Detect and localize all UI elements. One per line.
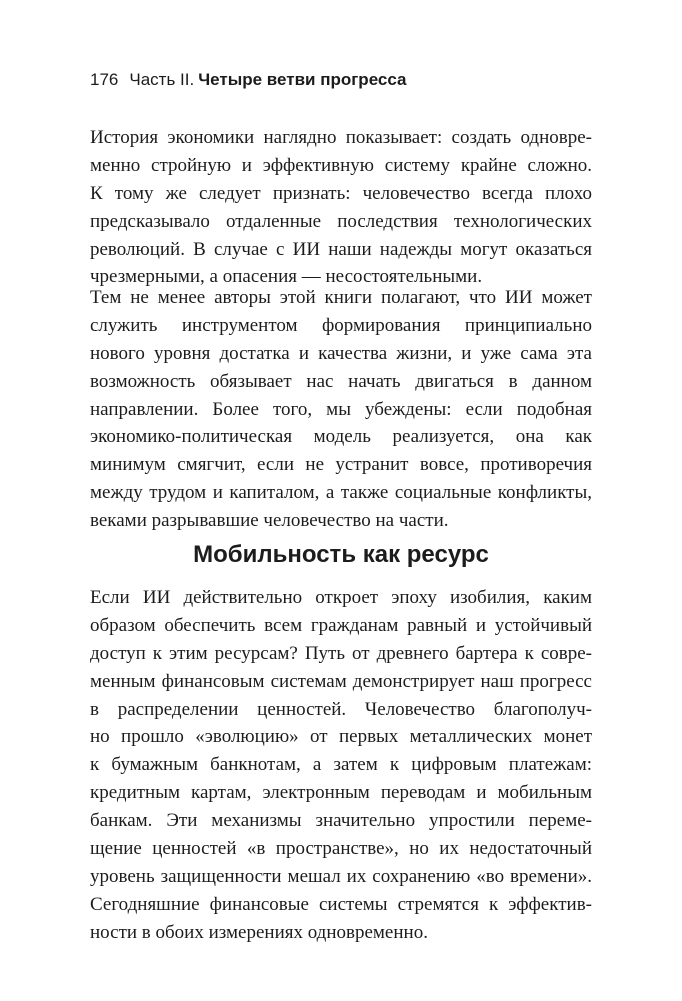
- text-line: но прошло «эволюцию» от первых металлических монет: [90, 726, 592, 748]
- part-label: Часть II.: [129, 70, 195, 89]
- text-line: менно стройную и эффективную систему крайне сложно.: [90, 154, 592, 176]
- text-line: чрезмерными, а опасения — несостоятельными.: [90, 266, 483, 288]
- text-line: Сегодняшние финансовые системы стремятся к эффектив-: [90, 893, 592, 915]
- text-line: К тому же следует признать: человечество всегда плохо: [90, 182, 592, 204]
- text-line: кредитным картам, электронным переводам и мобильным: [90, 782, 592, 804]
- part-title: Четыре ветви прогресса: [198, 70, 407, 89]
- text-line: между трудом и капиталом, а также социальные конфликты,: [90, 482, 592, 504]
- text-line: возможность обязывает нас начать двигаться в данном: [90, 370, 592, 392]
- text-line: менным финансовым системам демонстрирует наш прогресс: [90, 670, 592, 692]
- text-line: Если ИИ действительно откроет эпоху изобилия, каким: [90, 587, 592, 608]
- text-line: нового уровня достатка и качества жизни, и уже сама эта: [90, 342, 592, 364]
- text-line: предсказывало отдаленные последствия технологических: [90, 210, 592, 232]
- section-paragraph-1: [90, 584, 592, 947]
- text-line: направлении. Более того, мы убеждены: если подобная: [90, 398, 592, 420]
- text-line: доступ к этим ресурсам? Путь от древнего бартера к совре-: [90, 642, 592, 664]
- text-line: История экономики наглядно показывает: создать одновре-: [90, 127, 592, 148]
- paragraph-2: [90, 284, 592, 535]
- text-line: экономико-политическая модель реализуется, она как: [90, 426, 592, 448]
- running-head: [90, 68, 407, 92]
- page-number: 176: [90, 70, 119, 89]
- paragraph-1: [90, 124, 592, 291]
- text-line: революций. В случае с ИИ наши надежды могут оказаться: [90, 238, 592, 260]
- text-line: уровень защищенности мешал их сохранению «во времени».: [90, 865, 592, 887]
- text-line: к бумажным банкнотам, а затем к цифровым платежам:: [90, 754, 592, 776]
- section-heading: Мобильность как ресурс: [193, 541, 489, 568]
- text-line: Тем не менее авторы этой книги полагают, что ИИ может: [90, 287, 592, 308]
- text-line: веками разрывавшие человечество на части.: [90, 510, 449, 532]
- text-line: образом обеспечить всем гражданам равный и устойчивый: [90, 614, 592, 636]
- text-line: в распределении ценностей. Человечество благополуч-: [90, 698, 592, 720]
- text-line: служить инструментом формирования принципиально: [90, 314, 592, 336]
- text-line: щение ценностей «в пространстве», но их недостаточный: [90, 838, 592, 860]
- text-line: банкам. Эти механизмы значительно упростили переме-: [90, 810, 592, 832]
- text-line: ности в обоих измерениях одновременно.: [90, 921, 428, 943]
- text-line: минимум смягчит, если не устранит вовсе, противоречия: [90, 454, 592, 476]
